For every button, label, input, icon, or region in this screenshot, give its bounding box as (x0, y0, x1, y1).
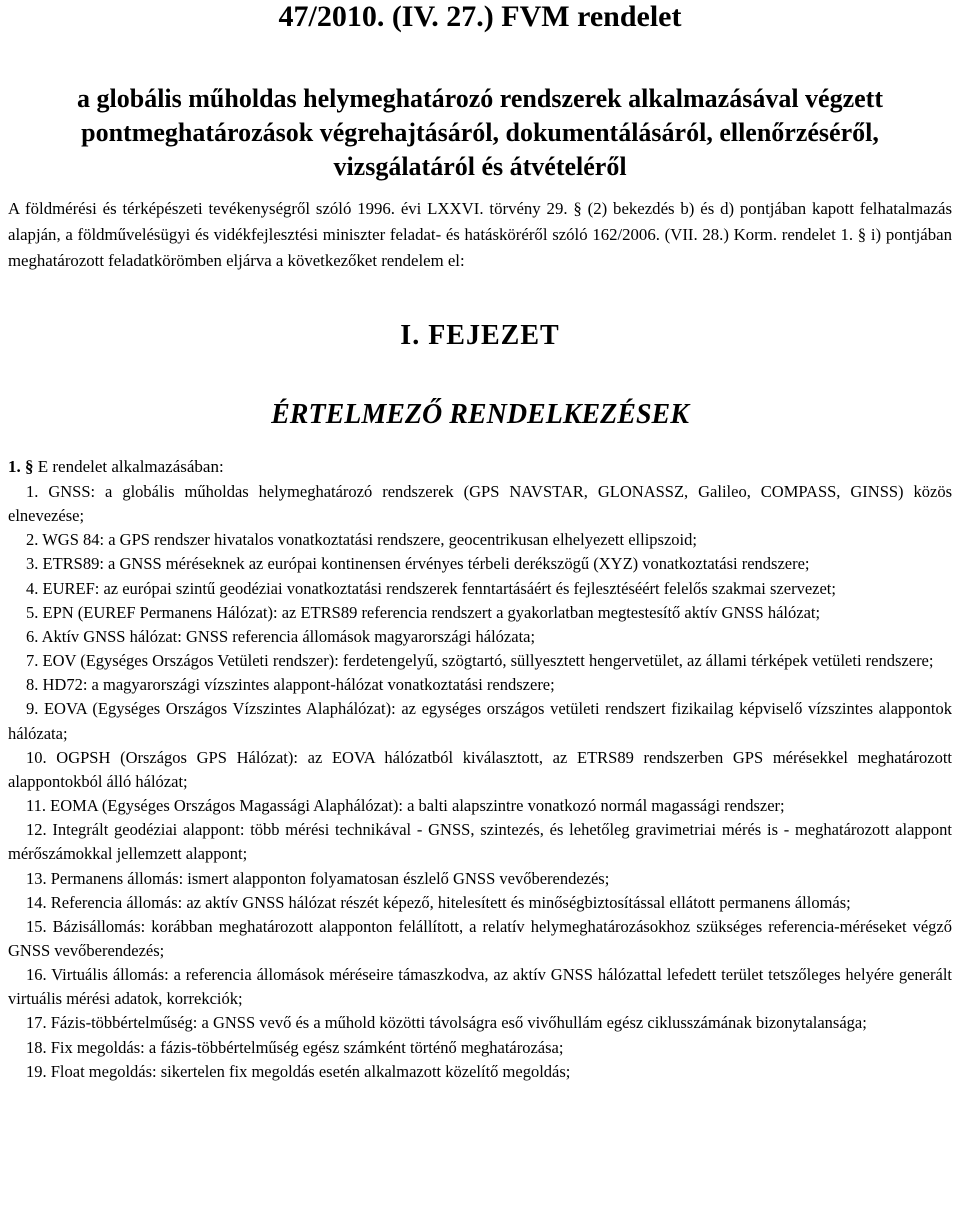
definition-item: 19. Float megoldás: sikertelen fix megoldás esetén alkalmazott közelítő megoldás; (26, 1061, 571, 1081)
definition-item: 15. Bázisállomás: korábban meghatározott alapponton felállított, a relatív helymeghatározásokhoz szükséges referencia-méréseket végző GNSS vevőberendezés; (8, 916, 952, 960)
definition-item: 16. Virtuális állomás: a referencia állomások méréseire támaszkodva, az aktív GNSS hálózattal lefedett terület tetszőleges helyére generált virtuális mérési adatok, korrekciók; (8, 965, 952, 1009)
definition-item: 18. Fix megoldás: a fázis-többértelműség egész számként történő meghatározása; (26, 1037, 564, 1057)
definition-item: 6. Aktív GNSS hálózat: GNSS referencia állomások magyarországi hálózata; (26, 626, 536, 646)
definition-item: 10. OGPSH (Országos GPS Hálózat): az EOVA hálózatból kiválasztott, az ETRS89 rendszerben GPS mérésekkel meghatározott alappontokból álló hálózat; (8, 747, 952, 791)
chapter-number: I. FEJEZET (400, 320, 560, 351)
definitions-list (8, 480, 952, 1084)
definition-item: 11. EOMA (Egységes Országos Magassági Alaphálózat): a balti alapszintre vonatkozó normál magassági rendszer; (26, 796, 785, 816)
definition-item: 12. Integrált geodéziai alappont: több mérési technikával - GNSS, szintezés, és lehetőleg gravimetriai mérés is - meghatározott alappont mérőszámokkal jellemzett alappont; (8, 820, 952, 864)
definition-item: 14. Referencia állomás: az aktív GNSS hálózat részét képező, hitelesített és minőségbiztosítással ellátott permanens állomás; (26, 892, 851, 912)
section-number: 1. § (8, 457, 34, 476)
definition-item: 3. ETRS89: a GNSS méréseknek az európai kontinensen érvényes térbeli derékszögű (XYZ) vonatkoztatási rendszere; (26, 554, 810, 574)
document-title-line: pontmeghatározások végrehajtásáról, dokumentálásáról, ellenőrzéséről, (81, 118, 879, 147)
definition-item: 8. HD72: a magyarországi vízszintes alappont-hálózat vonatkoztatási rendszere; (26, 675, 555, 695)
document-title-line: vizsgálatáról és átvételéről (333, 152, 627, 181)
definition-item: 1. GNSS: a globális műholdas helymeghatározó rendszerek (GPS NAVSTAR, GLONASSZ, Galileo, COMPASS, GINSS) közös elnevezése; (8, 482, 952, 526)
definition-item: 13. Permanens állomás: ismert alapponton folyamatosan észlelő GNSS vevőberendezés; (26, 868, 610, 888)
preamble-paragraph: A földmérési és térképészeti tevékenységről szóló 1996. évi LXXVI. törvény 29. § (2) bekezdés b) és d) pontjában kapott felhatalmazás alapján, a földművelésügyi és vidékfejlesztési miniszter feladat- és hatásköréről szóló 162/2006. (VII. 28.) Korm. rendelet 1. § i) pontjában meghatározott feladatkörömben eljárva a következőket rendelem el: (8, 199, 952, 270)
document-title (0, 82, 960, 184)
section-text: E rendelet alkalmazásában: (33, 457, 224, 476)
document-title-line: a globális műholdas helymeghatározó rendszerek alkalmazásával végzett (77, 84, 883, 113)
definition-item: 2. WGS 84: a GPS rendszer hivatalos vonatkoztatási rendszere, geocentrikusan elhelyezett ellipszoid; (26, 530, 697, 550)
definition-item: 4. EUREF: az európai szintű geodéziai vonatkoztatási rendszerek fenntartásáért és fejlesztéséért felelős szakmai szervezet; (26, 578, 836, 598)
definition-item: 9. EOVA (Egységes Országos Vízszintes Alaphálózat): az egységes országos vetületi rendszert fizikailag képviselő vízszintes alappontok hálózata; (8, 699, 952, 743)
definition-item: 7. EOV (Egységes Országos Vetületi rendszer): ferdetengelyű, szögtartó, süllyesztett hengervetület, az állami térképek vetületi rendszere; (26, 651, 934, 671)
definition-item: 17. Fázis-többértelműség: a GNSS vevő és a műhold közötti távolságra eső vivőhullám egész ciklusszámának bizonytalansága; (26, 1013, 867, 1033)
definition-item: 5. EPN (EUREF Permanens Hálózat): az ETRS89 referencia rendszert a gyakorlatban megtestesítő aktív GNSS hálózat; (26, 602, 821, 622)
section-heading (8, 454, 952, 480)
chapter-title: ÉRTELMEZŐ RENDELKEZÉSEK (271, 399, 689, 430)
document-number: 47/2010. (IV. 27.) FVM rendelet (278, 0, 682, 33)
